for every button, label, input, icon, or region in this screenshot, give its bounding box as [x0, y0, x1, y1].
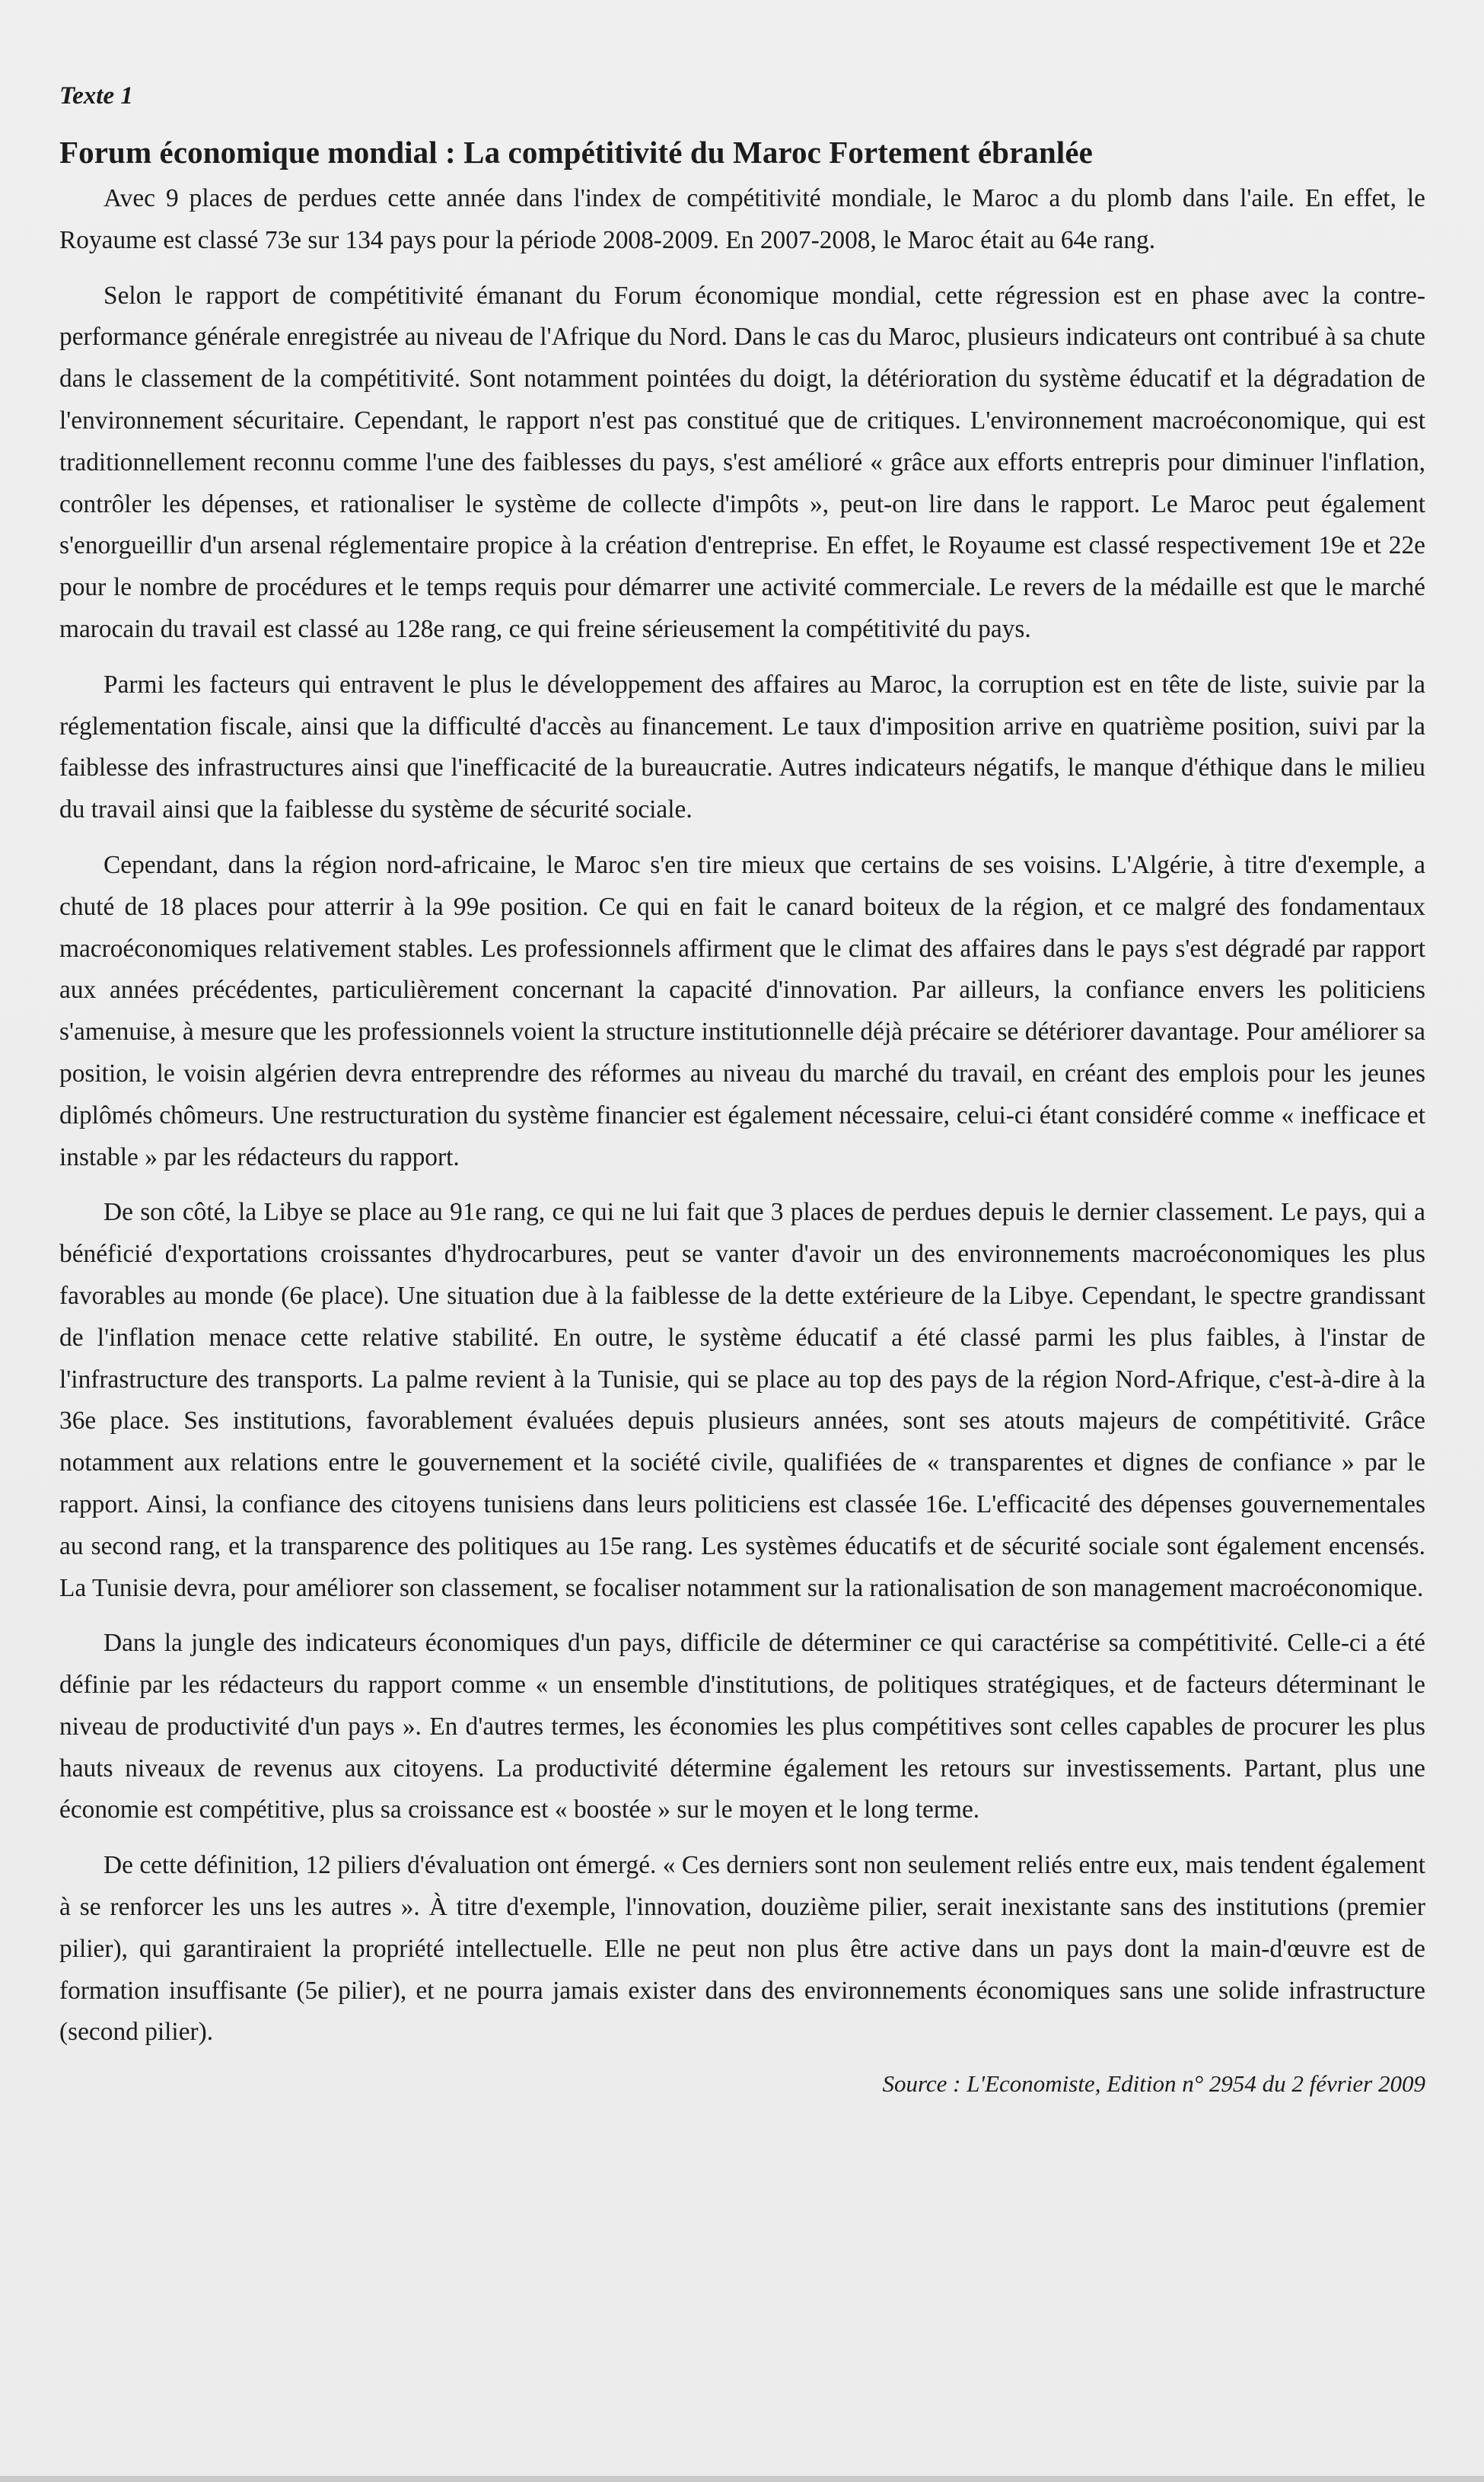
document-body [59, 81, 1425, 2101]
paragraph: Cependant, dans la région nord-africaine, le Maroc s'en tire mieux que certains de ses voisins. L'Algérie, à titre d'exemple, a chuté de 18 places pour atterrir à la 99e position. Ce qui en fait le canard boiteux de la région, et ce malgré des fondamentaux macroéconomiques relativement stables. Les professionnels affirment que le climat des affaires dans le pays s'est dégradé par rapport aux années précédentes, particulièrement concernant la capacité d'innovation. Par ailleurs, la confiance envers les politiciens s'amenuise, à mesure que les professionnels voient la structure institutionnelle déjà précaire se détériorer davantage. Pour améliorer sa position, le voisin algérien devra entreprendre des réformes au niveau du marché du travail, en créant des emplois pour les jeunes diplômés chômeurs. Une restructuration du système financier est également nécessaire, celui-ci étant considéré comme « inefficace et instable » par les rédacteurs du rapport. [59, 850, 1425, 1171]
paragraph: De cette définition, 12 piliers d'évaluation ont émergé. « Ces derniers sont non seulement reliés entre eux, mais tendent également à se renforcer les uns les autres ». À titre d'exemple, l'innovation, douzième pilier, serait inexistante sans des institutions (premier pilier), qui garantiraient la propriété intellectuelle. Elle ne peut non plus être active dans un pays dont la main-d'œuvre est de formation insuffisante (5e pilier), et ne pourra jamais exister dans des environnements économiques sans une solide infrastructure (second pilier). [59, 1851, 1425, 2047]
page-bottom-edge [0, 2476, 1484, 2482]
source-citation: Source : L'Economiste, Edition n° 2954 du 2 février 2009 [882, 2070, 1425, 2098]
paragraph: De son côté, la Libye se place au 91e rang, ce qui ne lui fait que 3 places de perdues depuis le dernier classement. Le pays, qui a bénéficié d'exportations croissantes d'hydrocarbures, peut se vanter d'avoir un des environnements macroéconomiques les plus favorables au monde (6e place). Une situation due à la faiblesse de la dette extérieure de la Libye. Cependant, le spectre grandissant de l'inflation menace cette relative stabilité. En outre, le système éducatif a été classé parmi les plus faibles, à l'instar de l'infrastructure des transports. La palme revient à la Tunisie, qui se place au top des pays de la région Nord-Afrique, c'est-à-dire à la 36e place. Ses institutions, favorablement évaluées depuis plusieurs années, sont ses atouts majeurs de compétitivité. Grâce notamment aux relations entre le gouvernement et la société civile, qualifiées de « transparentes et dignes de confiance » par le rapport. Ainsi, la confiance des citoyens tunisiens dans leurs politiciens est classée 16e. L'efficacité des dépenses gouvernementales au second rang, et la transparence des politiques au 15e rang. Les systèmes éducatifs et de sécurité sociale sont également encensés. La Tunisie devra, pour améliorer son classement, se focaliser notamment sur la rationalisation de son management macroéconomique. [59, 1198, 1425, 1602]
text-label: Texte 1 [59, 82, 133, 110]
paragraph: Dans la jungle des indicateurs économiques d'un pays, difficile de déterminer ce qui caractérise sa compétitivité. Celle-ci a été définie par les rédacteurs du rapport comme « un ensemble d'institutions, de politiques stratégiques, et de facteurs déterminant le niveau de productivité d'un pays ». En d'autres termes, les économies les plus compétitives sont celles capables de procurer les plus hauts niveaux de revenus aux citoyens. La productivité détermine également les retours sur investissements. Partant, plus une économie est compétitive, plus sa croissance est « boostée » sur le moyen et le long terme. [59, 1629, 1425, 1824]
paragraph: Parmi les facteurs qui entravent le plus le développement des affaires au Maroc, la corruption est en tête de liste, suivie par la réglementation fiscale, ainsi que la difficulté d'accès au financement. Le taux d'imposition arrive en quatrième position, suivi par la faiblesse des infrastructures ainsi que l'inefficacité de la bureaucratie. Autres indicateurs négatifs, le manque d'éthique dans le milieu du travail ainsi que la faiblesse du système de sécurité sociale. [59, 670, 1425, 824]
paragraph: Avec 9 places de perdues cette année dans l'index de compétitivité mondiale, le Maroc a du plomb dans l'aile. En effet, le Royaume est classé 73e sur 134 pays pour la période 2008-2009. En 2007-2008, le Maroc était au 64e rang. [59, 184, 1425, 254]
article-title: Forum économique mondial : La compétitivité du Maroc Fortement ébranlée [59, 135, 1093, 170]
paragraph: Selon le rapport de compétitivité émanant du Forum économique mondial, cette régression est en phase avec la contre-performance générale enregistrée au niveau de l'Afrique du Nord. Dans le cas du Maroc, plusieurs indicateurs ont contribué à sa chute dans le classement de la compétitivité. Sont notamment pointées du doigt, la détérioration du système éducatif et la dégradation de l'environnement sécuritaire. Cependant, le rapport n'est pas constitué que de critiques. L'environnement macroéconomique, qui est traditionnellement reconnu comme l'une des faiblesses du pays, s'est amélioré « grâce aux efforts entrepris pour diminuer l'inflation, contrôler les dépenses, et rationaliser le système de collecte d'impôts », peut-on lire dans le rapport. Le Maroc peut également s'enorgueillir d'un arsenal réglementaire propice à la création d'entreprise. En effet, le Royaume est classé respectivement 19e et 22e pour le nombre de procédures et le temps requis pour démarrer une activité commerciale. Le revers de la médaille est que le marché marocain du travail est classé au 128e rang, ce qui freine sérieusement la compétitivité du pays. [59, 281, 1425, 643]
